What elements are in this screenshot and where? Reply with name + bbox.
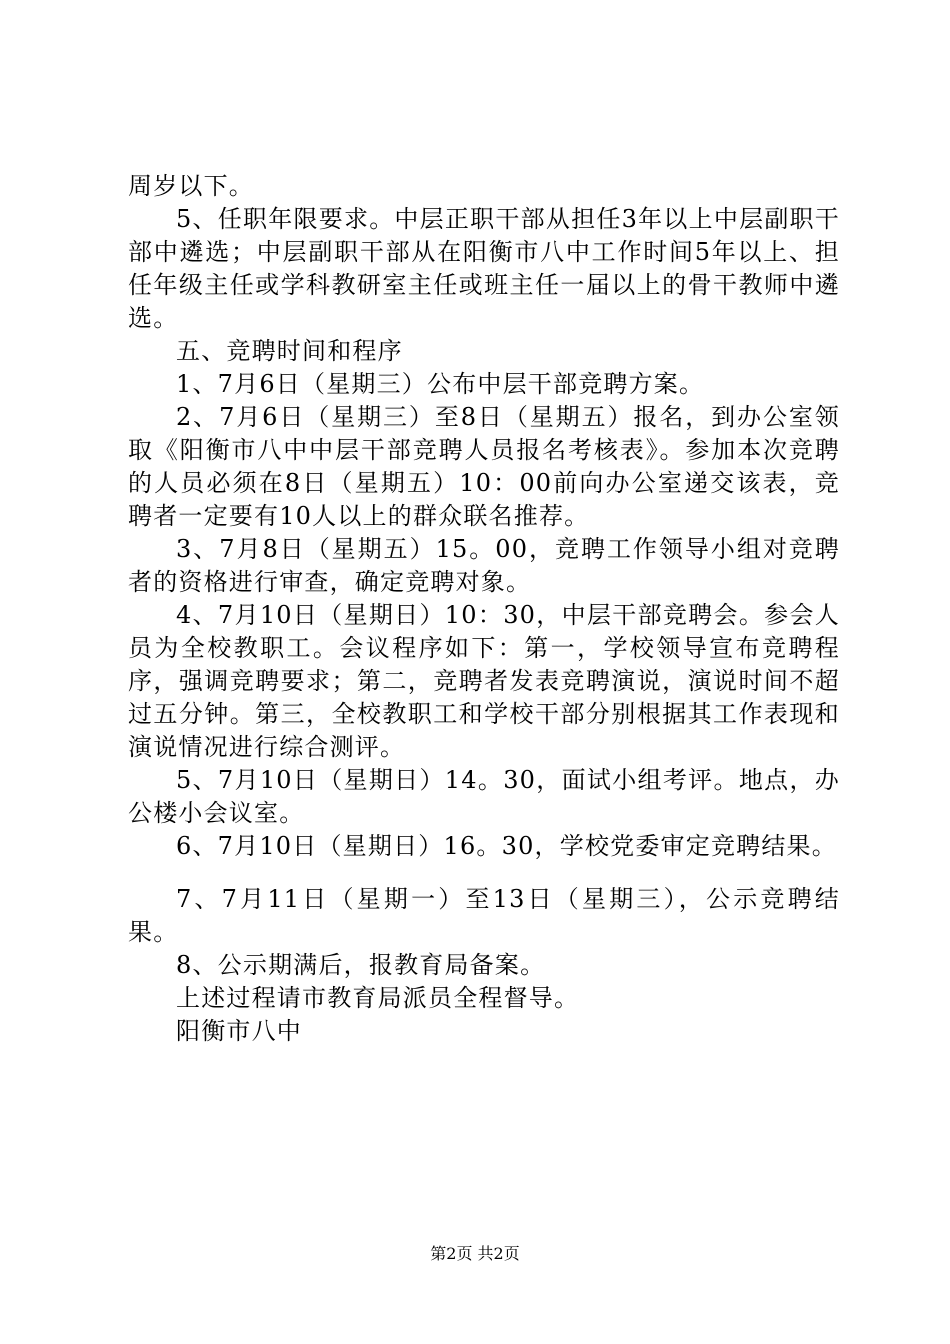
signature-school-name: 阳衡市八中 [176,1017,302,1045]
page-footer: 第2页 共2页 [430,1244,520,1263]
paragraph-step-5: 5、7月10日（星期日）14。30，面试小组考评。地点，办公楼小会议室。 [128,766,840,827]
paragraph-step-1: 1、7月6日（星期三）公布中层干部竞聘方案。 [176,370,705,398]
paragraph-age-limit: 周岁以下。 [128,172,254,200]
paragraph-step-6: 6、7月10日（星期日）16。30，学校党委审定竞聘结果。 [176,832,837,860]
paragraph-step-3: 3、7月8日（星期五）15。00，竞聘工作领导小组对竞聘者的资格进行审查，确定竞聘对象。 [128,535,840,596]
paragraph-step-4: 4、7月10日（星期日）10：30，中层干部竞聘会。参会人员为全校教职工。会议程序如下：第一，学校领导宣布竞聘程序，强调竞聘要求；第二，竞聘者发表竞聘演说，演说时间不超过五分钟。第三，全校教职工和学校干部分别根据其工作表现和演说情况进行综合测评。 [128,601,840,761]
paragraph-tenure-requirement: 5、任职年限要求。中层正职干部从担任3年以上中层副职干部中遴选；中层副职干部从在阳衡市八中工作时间5年以上、担任年级主任或学科教研室主任或班主任一届以上的骨干教师中遴选。 [128,205,840,332]
paragraph-step-7: 7、7月11日（星期一）至13日（星期三），公示竞聘结果。 [128,885,840,946]
document-body [128,170,840,1048]
section-heading-schedule: 五、竞聘时间和程序 [176,337,403,365]
paragraph-step-8: 8、公示期满后，报教育局备案。 [176,951,546,979]
paragraph-supervision: 上述过程请市教育局派员全程督导。 [176,984,580,1012]
paragraph-step-2: 2、7月6日（星期三）至8日（星期五）报名，到办公室领取《阳衡市八中中层干部竞聘人员报名考核表》。参加本次竞聘的人员必须在8日（星期五）10：00前向办公室递交该表，竞聘者一定要有10人以上的群众联名推荐。 [128,403,840,530]
